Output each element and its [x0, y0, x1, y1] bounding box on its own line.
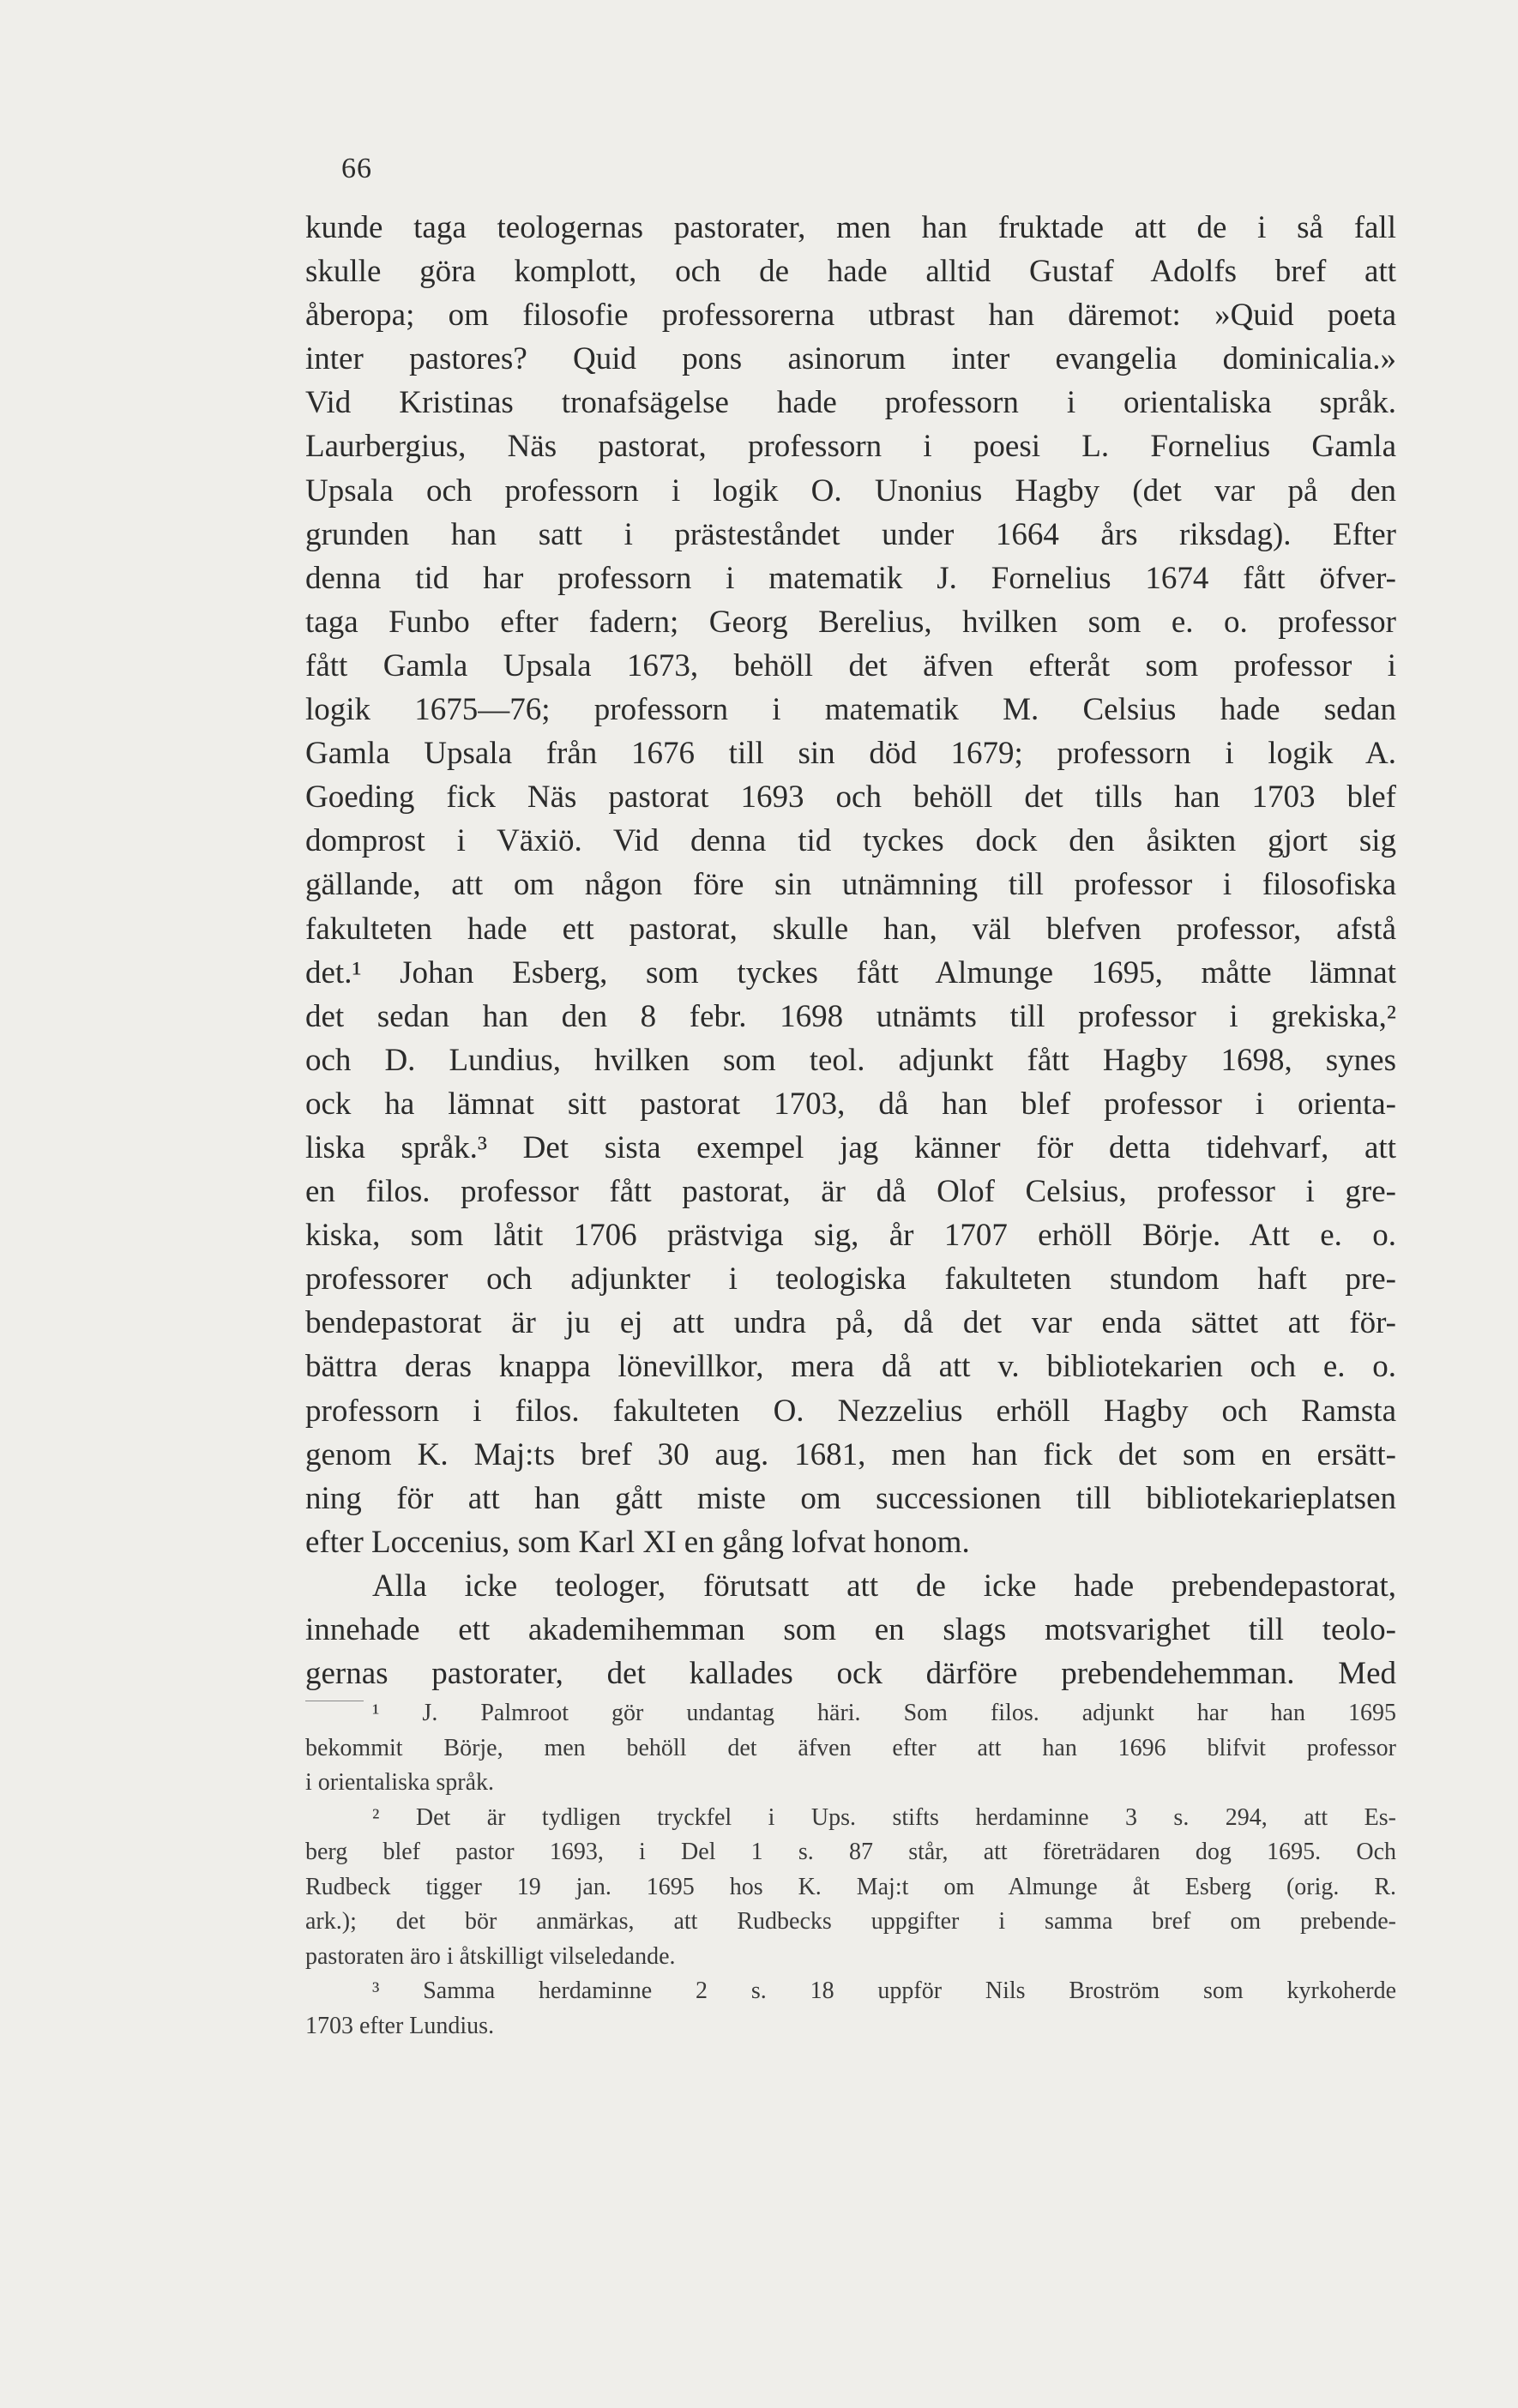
- body-line: liska språk.³ Det sista exempel jag känner för detta tidehvarf, att: [305, 1129, 1396, 1165]
- body-line: gernas pastorater, det kallades ock därföre prebendehemman. Med: [305, 1656, 1396, 1692]
- body-line: gällande, att om någon före sin utnämning till professor i filosofiska: [305, 867, 1396, 903]
- footnote-line: bekommit Börje, men behöll det äfven efter att han 1696 blifvit professor: [305, 1734, 1396, 1761]
- footnote-line: 1703 efter Lundius.: [305, 2012, 495, 2039]
- footnote-line: ¹ J. Palmroot gör undantag häri. Som filos. adjunkt har han 1695: [372, 1700, 1396, 1726]
- body-line: domprost i Växiö. Vid denna tid tyckes dock den åsikten gjort sig: [305, 823, 1396, 859]
- footnote-line: ³ Samma herdaminne 2 s. 18 uppför Nils Broström som kyrkoherde: [372, 1978, 1396, 2004]
- body-line: det sedan han den 8 febr. 1698 utnämts till professor i grekiska,²: [305, 998, 1396, 1034]
- body-line: skulle göra komplott, och de hade alltid Gustaf Adolfs bref att: [305, 254, 1396, 290]
- body-line: logik 1675—76; professorn i matematik M. Celsius hade sedan: [305, 692, 1396, 728]
- body-line: det.¹ Johan Esberg, som tyckes fått Almunge 1695, måtte lämnat: [305, 954, 1396, 990]
- body-line: Vid Kristinas tronafsägelse hade professorn i orientaliska språk.: [305, 385, 1396, 421]
- body-line: efter Loccenius, som Karl XI en gång lofvat honom.: [305, 1524, 970, 1560]
- body-text: [305, 206, 1396, 1695]
- body-line: taga Funbo efter fadern; Georg Berelius, hvilken som e. o. professor: [305, 604, 1396, 640]
- body-line: kiska, som låtit 1706 prästviga sig, år 1707 erhöll Börje. Att e. o.: [305, 1218, 1396, 1254]
- footnote-line: berg blef pastor 1693, i Del 1 s. 87 står, att företrädaren dog 1695. Och: [305, 1839, 1396, 1865]
- body-line: fått Gamla Upsala 1673, behöll det äfven efteråt som professor i: [305, 647, 1396, 683]
- footnote-line: pastoraten äro i åtskilligt vilseledande.: [305, 1942, 676, 1970]
- body-line: grunden han satt i prästeståndet under 1664 års riksdag). Efter: [305, 516, 1396, 552]
- footnote-line: ² Det är tydligen tryckfel i Ups. stifts herdaminne 3 s. 294, att Es-: [372, 1803, 1396, 1831]
- body-line: Alla icke teologer, förutsatt att de icke hade prebendepastorat,: [372, 1568, 1396, 1604]
- body-line: ock ha lämnat sitt pastorat 1703, då han blef professor i orienta-: [305, 1086, 1396, 1122]
- footnote-line: ark.); det bör anmärkas, att Rudbecks uppgifter i samma bref om prebende-: [305, 1908, 1396, 1935]
- body-line: professorn i filos. fakulteten O. Nezzelius erhöll Hagby och Ramsta: [305, 1393, 1396, 1429]
- body-line: Upsala och professorn i logik O. Unonius Hagby (det var på den: [305, 473, 1396, 509]
- body-line: denna tid har professorn i matematik J. Fornelius 1674 fått öfver-: [305, 560, 1396, 596]
- page-number: 66: [341, 153, 372, 184]
- body-line: och D. Lundius, hvilken som teol. adjunkt fått Hagby 1698, synes: [305, 1042, 1396, 1078]
- body-line: professorer och adjunkter i teologiska fakulteten stundom haft pre-: [305, 1261, 1396, 1297]
- body-line: inter pastores? Quid pons asinorum inter evangelia dominicalia.»: [305, 341, 1396, 377]
- body-line: kunde taga teologernas pastorater, men han fruktade att de i så fall: [305, 210, 1396, 245]
- body-line: Goeding fick Näs pastorat 1693 och behöll det tills han 1703 blef: [305, 780, 1396, 816]
- footnote-line: i orientaliska språk.: [305, 1769, 495, 1796]
- body-line: en filos. professor fått pastorat, är då Olof Celsius, professor i gre-: [305, 1174, 1396, 1210]
- body-line: fakulteten hade ett pastorat, skulle han, väl blefven professor, afstå: [305, 911, 1396, 947]
- footnote-line: Rudbeck tigger 19 jan. 1695 hos K. Maj:t om Almunge åt Esberg (orig. R.: [305, 1873, 1396, 1900]
- body-line: Laurbergius, Näs pastorat, professorn i poesi L. Fornelius Gamla: [305, 429, 1396, 465]
- body-line: ning för att han gått miste om successionen till bibliotekarieplatsen: [305, 1480, 1396, 1516]
- body-line: bendepastorat är ju ej att undra på, då det var enda sättet att för-: [305, 1305, 1396, 1341]
- body-line: genom K. Maj:ts bref 30 aug. 1681, men han fick det som en ersätt-: [305, 1436, 1396, 1472]
- body-line: åberopa; om filosofie professorerna utbrast han däremot: »Quid poeta: [305, 298, 1396, 334]
- body-line: bättra deras knappa lönevillkor, mera då att v. bibliotekarien och e. o.: [305, 1349, 1396, 1385]
- footnotes: [305, 1696, 1396, 2044]
- body-line: innehade ett akademihemman som en slags motsvarighet till teolo-: [305, 1612, 1396, 1647]
- body-line: Gamla Upsala från 1676 till sin död 1679; professorn i logik A.: [305, 736, 1396, 772]
